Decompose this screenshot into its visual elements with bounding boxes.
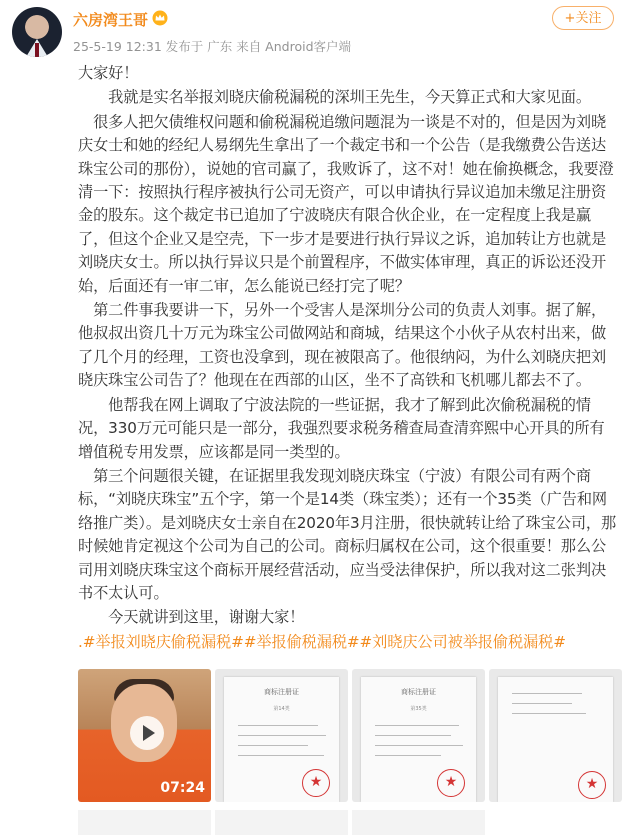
paragraph: 今天就讲到这里，谢谢大家！ <box>78 608 305 627</box>
document-paper <box>224 677 339 802</box>
red-seal-icon: ★ <box>437 769 465 797</box>
follow-button[interactable]: +关注 <box>552 6 614 30</box>
text-line <box>238 755 324 756</box>
red-seal-icon: ★ <box>302 769 330 797</box>
document-image[interactable] <box>78 810 211 835</box>
video-thumbnail[interactable] <box>78 669 211 802</box>
document-title: 商标注册证 <box>401 688 436 696</box>
video-duration: 07:24 <box>160 780 205 796</box>
paragraph: 第二件事我要讲一下，另外一个受害人是深圳分公司的负责人刘事。据了解，他叔叔出资几十万元为珠宝公司做网站和商城，结果这个小伙子从农村出来，做了几个月的经理，工资也没拿到，现在被限高了。他很纳闷，为什么刘晓庆把刘晓庆珠宝公司告了？他现在在西部的山区，坐不了高铁和飞机哪儿都去不了。 <box>78 301 607 390</box>
author-name[interactable]: 六房湾王哥 <box>73 11 149 29</box>
document-paper <box>361 677 476 802</box>
paragraph: 他帮我在网上调取了宁波法院的一些证据，我才了解到此次偷税漏税的情况，330万元可能只是一部分，我强烈要求税务稽查局查清弈熙中心开具的所有增值税专用发票，应该都是同一类型的。 <box>78 395 605 461</box>
avatar[interactable] <box>12 7 62 57</box>
text-line <box>238 725 318 726</box>
hashtag-links[interactable]: .#举报刘晓庆偷税漏税##举报偷税漏税##刘晓庆公司被举报偷税漏税# <box>78 632 566 651</box>
document-image[interactable] <box>352 810 485 835</box>
media-grid <box>78 669 623 804</box>
avatar-tie <box>35 43 39 57</box>
paragraph: 很多人把欠债维权问题和偷税漏税追缴问题混为一谈是不对的，但是因为刘晓庆女士和她的经纪人易纲先生拿出了一个裁定书和一个公告（是我缴费公告送达珠宝公司的那份），说她的官司赢了，我败诉了，这不对！她在偷换概念，我要澄清一下：按照执行程序被执行公司无资产，可以申请执行异议追加未缴足注册资金的股东。这个裁定书已追加了宁波晓庆有限合伙企业，在一定程度上我是赢了，但这个企业又是空壳，下一步才是要进行执行异议之诉，追加转让方也就是刘晓庆女士。所以执行异议只是个前置程序，不做实体审理，真正的诉讼还没开始，后面还有一审二审，怎么能说已经打完了呢？ <box>78 112 614 295</box>
text-line <box>238 745 308 746</box>
paragraph: 第三个问题很关键，在证据里我发现刘晓庆珠宝（宁波）有限公司有两个商标，“刘晓庆珠宝”五个字，第一个是14类（珠宝类）；还有一个35类（广告和网络推广类）。是刘晓庆女士亲自在2020年3月注册，很快就转让给了珠宝公司，那时候她肯定视这个公司为自己的公司。商标归属权在公司，这个很重要！那么公司用刘晓庆珠宝这个商标开展经营活动，应当受法律保护，所以我对这二张判决书不太认可。 <box>78 466 617 602</box>
play-icon[interactable] <box>130 716 164 750</box>
red-seal-icon: ★ <box>578 771 606 799</box>
text-line <box>512 693 582 694</box>
media-grid-next-row <box>78 810 623 835</box>
document-title: 商标注册证 <box>264 688 299 696</box>
document-subtitle: 第14类 <box>273 706 290 712</box>
text-line <box>375 755 441 756</box>
document-subtitle: 第35类 <box>410 706 427 712</box>
document-image[interactable] <box>215 810 348 835</box>
text-line <box>512 703 572 704</box>
text-line <box>375 735 451 736</box>
document-paper <box>498 677 613 802</box>
text-line <box>512 713 586 714</box>
post-meta: 25-5-19 12:31 发布于 广东 来自 Android客户端 <box>73 39 352 54</box>
text-line <box>375 745 463 746</box>
vip-crown-icon <box>152 10 168 26</box>
document-image[interactable] <box>215 669 348 802</box>
text-line <box>238 735 326 736</box>
document-image[interactable] <box>489 669 622 802</box>
document-image[interactable] <box>352 669 485 802</box>
paragraph: 大家好！ <box>78 64 139 82</box>
post-header <box>0 0 630 62</box>
paragraph: 我就是实名举报刘晓庆偷税漏税的深圳王先生，今天算正式和大家见面。 <box>78 88 591 107</box>
post-content <box>78 62 618 655</box>
text-line <box>375 725 459 726</box>
